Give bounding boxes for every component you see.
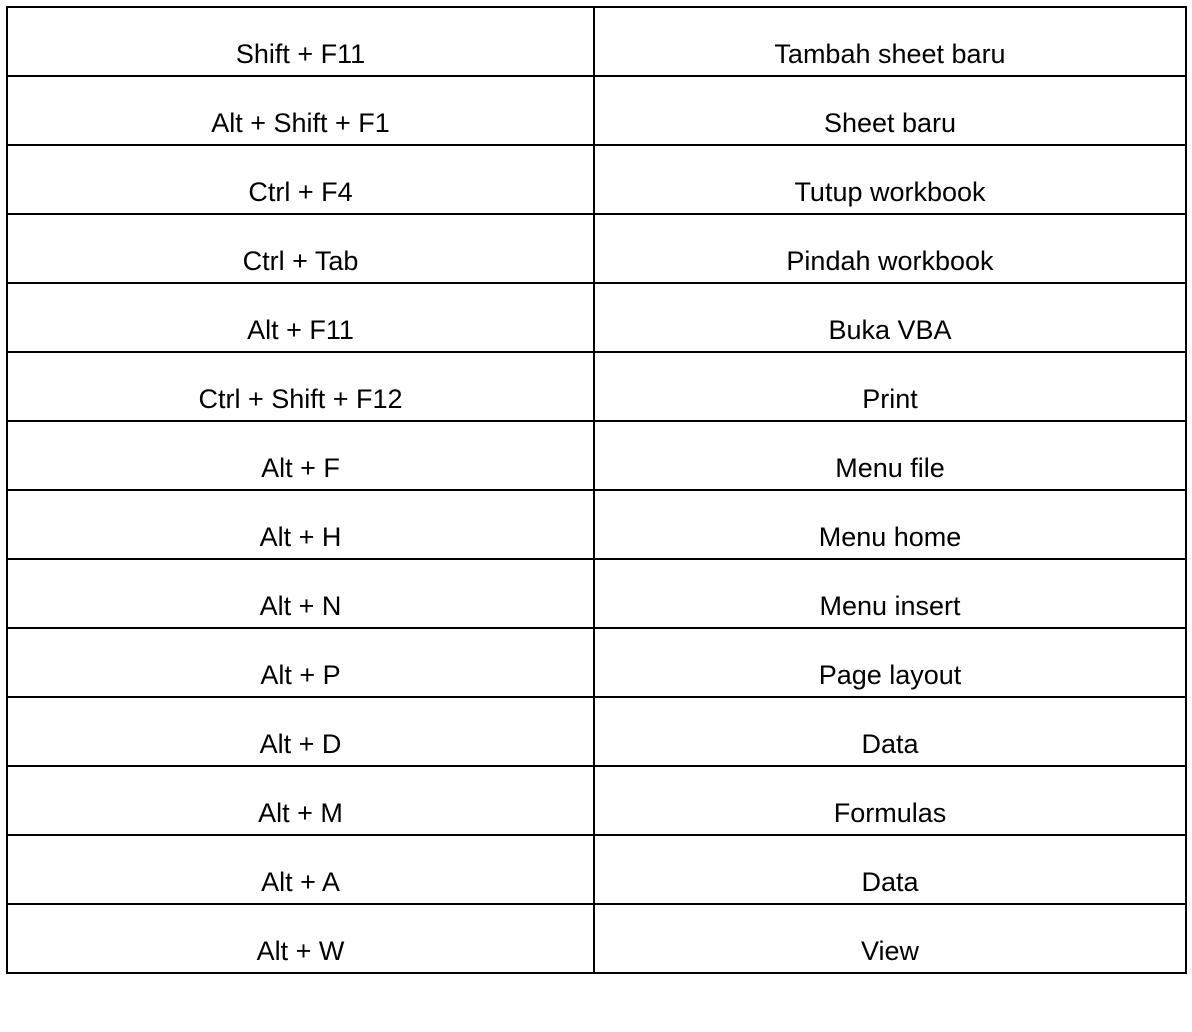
table-row	[7, 145, 1186, 214]
shortcut-action-cell: Menu home	[594, 490, 1186, 559]
table-row	[7, 421, 1186, 490]
shortcut-key-cell: Alt + H	[7, 490, 594, 559]
shortcut-action-cell: Data	[594, 835, 1186, 904]
shortcut-key-cell: Alt + W	[7, 904, 594, 973]
shortcut-action-cell: Sheet baru	[594, 76, 1186, 145]
table-row	[7, 628, 1186, 697]
shortcut-action-cell: Menu insert	[594, 559, 1186, 628]
shortcut-action-cell: Print	[594, 352, 1186, 421]
shortcut-key-cell: Alt + D	[7, 697, 594, 766]
shortcut-key-cell: Shift + F11	[7, 7, 594, 76]
shortcut-action-cell: Tutup workbook	[594, 145, 1186, 214]
table-row	[7, 490, 1186, 559]
table-row	[7, 835, 1186, 904]
shortcut-key-cell: Ctrl + Tab	[7, 214, 594, 283]
shortcut-key-cell: Alt + F	[7, 421, 594, 490]
table-row	[7, 697, 1186, 766]
shortcut-action-cell: Formulas	[594, 766, 1186, 835]
table-row	[7, 352, 1186, 421]
shortcut-action-cell: Pindah workbook	[594, 214, 1186, 283]
table-row	[7, 7, 1186, 76]
shortcut-key-cell: Alt + Shift + F1	[7, 76, 594, 145]
shortcut-action-cell: Tambah sheet baru	[594, 7, 1186, 76]
shortcut-action-cell: Data	[594, 697, 1186, 766]
shortcut-key-cell: Alt + A	[7, 835, 594, 904]
shortcut-key-cell: Alt + F11	[7, 283, 594, 352]
shortcut-key-cell: Alt + N	[7, 559, 594, 628]
table-row	[7, 214, 1186, 283]
table-row	[7, 559, 1186, 628]
table-row	[7, 76, 1186, 145]
shortcut-key-cell: Alt + M	[7, 766, 594, 835]
shortcut-action-cell: Menu file	[594, 421, 1186, 490]
shortcut-key-cell: Ctrl + Shift + F12	[7, 352, 594, 421]
table-row	[7, 766, 1186, 835]
shortcut-action-cell: Page layout	[594, 628, 1186, 697]
shortcut-key-cell: Ctrl + F4	[7, 145, 594, 214]
shortcut-table	[6, 6, 1187, 974]
table-row	[7, 904, 1186, 973]
table-row	[7, 283, 1186, 352]
shortcut-action-cell: View	[594, 904, 1186, 973]
shortcut-key-cell: Alt + P	[7, 628, 594, 697]
shortcut-action-cell: Buka VBA	[594, 283, 1186, 352]
